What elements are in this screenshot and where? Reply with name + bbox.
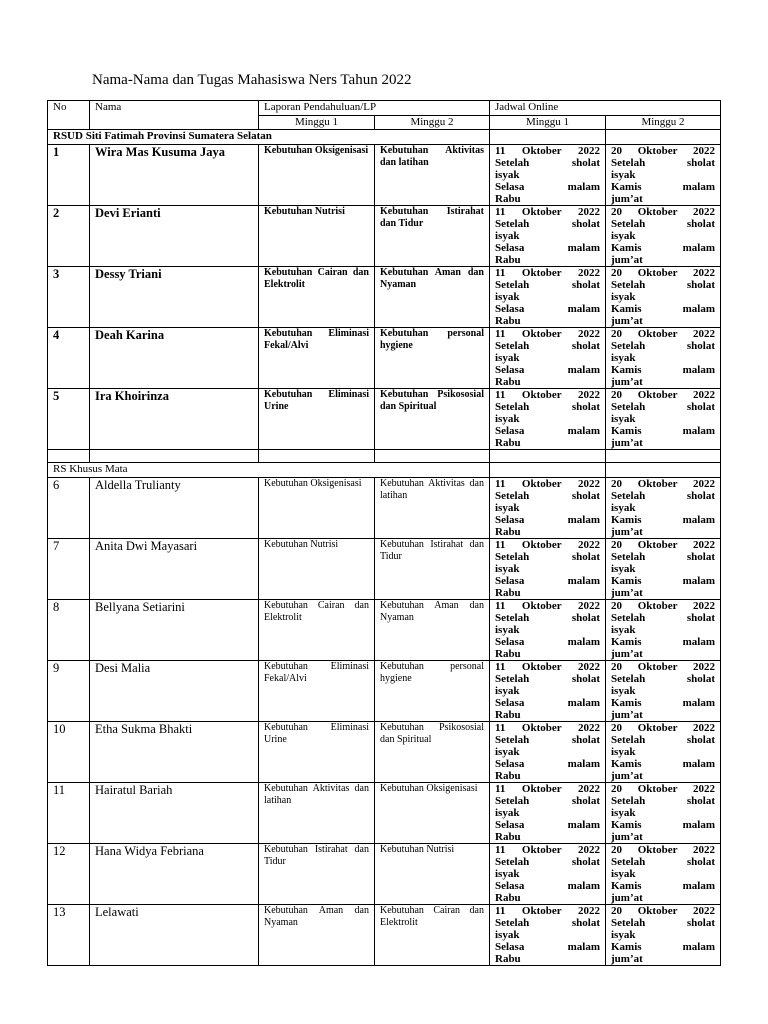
- schedule-line: Setelah sholat: [611, 856, 716, 868]
- schedule-line: 20 Oktober 2022: [611, 478, 716, 490]
- schedule-line: Setelah sholat: [495, 734, 600, 746]
- schedule-line: Selasa malam: [495, 425, 600, 437]
- blank-cell: [490, 450, 606, 463]
- section-row: [48, 463, 721, 478]
- table-row: [48, 267, 721, 328]
- schedule-line: Kamis malam: [611, 364, 716, 376]
- schedule-line: 11 Oktober 2022: [495, 661, 600, 673]
- schedule-line: Setelah sholat: [611, 612, 716, 624]
- table-row: [48, 844, 721, 905]
- row-number: 8: [48, 600, 90, 661]
- schedule-line: Setelah sholat: [611, 795, 716, 807]
- schedule-line: isyak: [495, 169, 520, 181]
- lp-text: Kebutuhan Nutrisi: [264, 206, 345, 217]
- lp-minggu2: [375, 267, 490, 328]
- schedule-line: jum’at: [611, 526, 643, 538]
- blank-cell: [90, 450, 259, 463]
- header-jadwal-minggu2: Minggu 2: [606, 116, 721, 130]
- schedule-line: 20 Oktober 2022: [611, 328, 716, 340]
- schedule-line: 11 Oktober 2022: [495, 478, 600, 490]
- schedule-line: 11 Oktober 2022: [495, 539, 600, 551]
- schedule-line: Setelah sholat: [611, 734, 716, 746]
- schedule-line: Setelah sholat: [611, 673, 716, 685]
- blank-row: [48, 450, 721, 463]
- jadwal-minggu2: [606, 783, 721, 844]
- lp-minggu1: [259, 478, 375, 539]
- schedule-line: Rabu: [495, 709, 521, 721]
- table-body: [48, 101, 721, 966]
- lp-text: Kebutuhan Eliminasi Fekal/Alvi: [264, 661, 369, 684]
- schedule-line: isyak: [495, 502, 520, 514]
- jadwal-minggu2: [606, 206, 721, 267]
- schedule-line: Setelah sholat: [495, 551, 600, 563]
- table-row: [48, 328, 721, 389]
- section-blank-cell: [606, 463, 721, 478]
- row-number: 1: [48, 145, 90, 206]
- lp-text: Kebutuhan personal hygiene: [380, 661, 484, 684]
- student-name: Aldella Trulianty: [90, 478, 259, 539]
- schedule-line: Setelah sholat: [495, 218, 600, 230]
- lp-minggu1: [259, 844, 375, 905]
- lp-minggu2: [375, 661, 490, 722]
- jadwal-minggu2: [606, 600, 721, 661]
- schedule-line: Kamis malam: [611, 697, 716, 709]
- jadwal-minggu1: [490, 389, 606, 450]
- schedule-line: isyak: [611, 291, 636, 303]
- schedule-line: isyak: [611, 624, 636, 636]
- schedule-line: 20 Oktober 2022: [611, 267, 716, 279]
- lp-text: Kebutuhan Eliminasi Urine: [264, 722, 369, 745]
- lp-minggu2: [375, 328, 490, 389]
- header-nama: Nama: [90, 101, 259, 130]
- schedule-line: 11 Oktober 2022: [495, 844, 600, 856]
- schedule-line: jum’at: [611, 437, 643, 449]
- schedule-line: Selasa malam: [495, 181, 600, 193]
- schedule-line: Setelah sholat: [495, 279, 600, 291]
- schedule-line: Selasa malam: [495, 575, 600, 587]
- header-laporan: Laporan Pendahuluan/LP: [259, 101, 490, 116]
- schedule-line: 11 Oktober 2022: [495, 389, 600, 401]
- schedule-line: Rabu: [495, 953, 521, 965]
- lp-text: Kebutuhan Aktivitas dan latihan: [380, 478, 484, 501]
- jadwal-minggu1: [490, 328, 606, 389]
- lp-text: Kebutuhan Cairan dan Elektrolit: [264, 600, 369, 623]
- schedule-line: isyak: [495, 929, 520, 941]
- schedule-line: jum’at: [611, 376, 643, 388]
- lp-minggu2: [375, 539, 490, 600]
- schedule-line: Selasa malam: [495, 303, 600, 315]
- schedule-line: Rabu: [495, 437, 521, 449]
- lp-text: Kebutuhan Eliminasi Fekal/Alvi: [264, 328, 369, 351]
- schedule-line: Setelah sholat: [495, 673, 600, 685]
- schedule-line: Kamis malam: [611, 514, 716, 526]
- table-row: [48, 206, 721, 267]
- schedule-line: 11 Oktober 2022: [495, 905, 600, 917]
- jadwal-minggu2: [606, 267, 721, 328]
- header-jadwal: Jadwal Online: [490, 101, 721, 116]
- schedule-line: jum’at: [611, 254, 643, 266]
- lp-minggu1: [259, 905, 375, 966]
- lp-minggu2: [375, 844, 490, 905]
- lp-text: Kebutuhan Eliminasi Urine: [264, 389, 369, 412]
- section-row: [48, 130, 721, 145]
- schedule-line: Selasa malam: [495, 364, 600, 376]
- lp-text: Kebutuhan Oksigenisasi: [380, 783, 478, 794]
- lp-minggu2: [375, 905, 490, 966]
- jadwal-minggu2: [606, 661, 721, 722]
- schedule-line: Kamis malam: [611, 880, 716, 892]
- blank-cell: [375, 450, 490, 463]
- schedule-line: 20 Oktober 2022: [611, 905, 716, 917]
- schedule-line: isyak: [495, 685, 520, 697]
- student-name: Wira Mas Kusuma Jaya: [90, 145, 259, 206]
- schedule-line: Kamis malam: [611, 941, 716, 953]
- student-name: Desi Malia: [90, 661, 259, 722]
- schedule-line: Kamis malam: [611, 303, 716, 315]
- schedule-line: Setelah sholat: [495, 401, 600, 413]
- lp-text: Kebutuhan personal hygiene: [380, 328, 484, 351]
- jadwal-minggu1: [490, 539, 606, 600]
- header-row: [48, 101, 721, 116]
- lp-text: Kebutuhan Cairan dan Elektrolit: [264, 267, 369, 290]
- blank-cell: [606, 450, 721, 463]
- schedule-line: Rabu: [495, 892, 521, 904]
- schedule-line: Rabu: [495, 831, 521, 843]
- table-row: [48, 905, 721, 966]
- student-name: Devi Erianti: [90, 206, 259, 267]
- jadwal-minggu2: [606, 844, 721, 905]
- student-name: Dessy Triani: [90, 267, 259, 328]
- schedule-line: 20 Oktober 2022: [611, 206, 716, 218]
- schedule-line: isyak: [611, 413, 636, 425]
- row-number: 4: [48, 328, 90, 389]
- lp-minggu1: [259, 722, 375, 783]
- schedule-line: 11 Oktober 2022: [495, 267, 600, 279]
- jadwal-minggu2: [606, 478, 721, 539]
- section-title: RS Khusus Mata: [48, 463, 490, 478]
- schedule-line: Selasa malam: [495, 758, 600, 770]
- schedule-line: jum’at: [611, 770, 643, 782]
- schedule-line: 11 Oktober 2022: [495, 328, 600, 340]
- schedule-line: Setelah sholat: [495, 612, 600, 624]
- schedule-line: isyak: [495, 352, 520, 364]
- schedule-line: Setelah sholat: [611, 490, 716, 502]
- lp-text: Kebutuhan Psikososial dan Spiritual: [380, 722, 484, 745]
- schedule-line: jum’at: [611, 587, 643, 599]
- lp-minggu2: [375, 722, 490, 783]
- schedule-line: Setelah sholat: [495, 340, 600, 352]
- schedule-line: Rabu: [495, 193, 521, 205]
- lp-text: Kebutuhan Aman dan Nyaman: [264, 905, 369, 928]
- schedule-line: Kamis malam: [611, 819, 716, 831]
- student-name: Deah Karina: [90, 328, 259, 389]
- schedule-line: Selasa malam: [495, 941, 600, 953]
- student-name: Hairatul Bariah: [90, 783, 259, 844]
- lp-minggu1: [259, 539, 375, 600]
- lp-text: Kebutuhan Aman dan Nyaman: [380, 267, 484, 290]
- row-number: 13: [48, 905, 90, 966]
- schedule-line: isyak: [611, 230, 636, 242]
- table-row: [48, 661, 721, 722]
- row-number: 11: [48, 783, 90, 844]
- jadwal-minggu1: [490, 145, 606, 206]
- lp-text: Kebutuhan Istirahat dan Tidur: [380, 206, 484, 229]
- schedule-line: Rabu: [495, 376, 521, 388]
- lp-minggu2: [375, 206, 490, 267]
- schedule-line: isyak: [611, 169, 636, 181]
- lp-text: Kebutuhan Cairan dan Elektrolit: [380, 905, 484, 928]
- section-blank-cell: [490, 130, 606, 145]
- schedule-line: Kamis malam: [611, 425, 716, 437]
- schedule-line: Setelah sholat: [611, 218, 716, 230]
- jadwal-minggu1: [490, 206, 606, 267]
- jadwal-minggu1: [490, 600, 606, 661]
- schedule-line: isyak: [495, 413, 520, 425]
- row-number: 7: [48, 539, 90, 600]
- student-name: Etha Sukma Bhakti: [90, 722, 259, 783]
- lp-minggu1: [259, 145, 375, 206]
- schedule-line: isyak: [611, 502, 636, 514]
- lp-minggu1: [259, 206, 375, 267]
- schedule-line: Setelah sholat: [611, 401, 716, 413]
- schedule-line: 20 Oktober 2022: [611, 145, 716, 157]
- schedule-line: isyak: [495, 230, 520, 242]
- lp-text: Kebutuhan Oksigenisasi: [264, 145, 369, 156]
- schedule-line: 11 Oktober 2022: [495, 722, 600, 734]
- table-row: [48, 389, 721, 450]
- jadwal-minggu2: [606, 905, 721, 966]
- schedule-line: jum’at: [611, 892, 643, 904]
- schedule-line: 20 Oktober 2022: [611, 783, 716, 795]
- section-title: RSUD Siti Fatimah Provinsi Sumatera Selatan: [48, 130, 490, 145]
- table-row: [48, 722, 721, 783]
- jadwal-minggu1: [490, 844, 606, 905]
- student-name: Lelawati: [90, 905, 259, 966]
- jadwal-minggu2: [606, 328, 721, 389]
- schedule-line: 20 Oktober 2022: [611, 844, 716, 856]
- student-table: [47, 100, 721, 966]
- schedule-line: isyak: [611, 868, 636, 880]
- header-lp-minggu2: Minggu 2: [375, 116, 490, 130]
- schedule-line: 20 Oktober 2022: [611, 539, 716, 551]
- schedule-line: Kamis malam: [611, 636, 716, 648]
- schedule-line: 20 Oktober 2022: [611, 661, 716, 673]
- lp-minggu2: [375, 600, 490, 661]
- row-number: 2: [48, 206, 90, 267]
- row-number: 5: [48, 389, 90, 450]
- blank-cell: [48, 450, 90, 463]
- schedule-line: Kamis malam: [611, 242, 716, 254]
- schedule-line: jum’at: [611, 315, 643, 327]
- schedule-line: isyak: [611, 929, 636, 941]
- schedule-line: 11 Oktober 2022: [495, 783, 600, 795]
- jadwal-minggu2: [606, 539, 721, 600]
- schedule-line: Kamis malam: [611, 758, 716, 770]
- table-row: [48, 539, 721, 600]
- row-number: 9: [48, 661, 90, 722]
- schedule-line: Selasa malam: [495, 636, 600, 648]
- lp-minggu2: [375, 389, 490, 450]
- schedule-line: Setelah sholat: [611, 917, 716, 929]
- schedule-line: Setelah sholat: [495, 856, 600, 868]
- jadwal-minggu1: [490, 478, 606, 539]
- student-name: Bellyana Setiarini: [90, 600, 259, 661]
- schedule-line: isyak: [495, 624, 520, 636]
- lp-minggu1: [259, 661, 375, 722]
- schedule-line: isyak: [495, 807, 520, 819]
- lp-text: Kebutuhan Aman dan Nyaman: [380, 600, 484, 623]
- lp-text: Kebutuhan Nutrisi: [264, 539, 339, 550]
- jadwal-minggu2: [606, 145, 721, 206]
- schedule-line: Selasa malam: [495, 819, 600, 831]
- schedule-line: 11 Oktober 2022: [495, 145, 600, 157]
- table-row: [48, 783, 721, 844]
- student-name: Anita Dwi Mayasari: [90, 539, 259, 600]
- schedule-line: 20 Oktober 2022: [611, 389, 716, 401]
- header-jadwal-minggu1: Minggu 1: [490, 116, 606, 130]
- row-number: 3: [48, 267, 90, 328]
- header-no: No: [48, 101, 90, 130]
- lp-text: Kebutuhan Aktivitas dan latihan: [380, 145, 484, 168]
- row-number: 10: [48, 722, 90, 783]
- schedule-line: Setelah sholat: [611, 157, 716, 169]
- lp-minggu2: [375, 783, 490, 844]
- jadwal-minggu2: [606, 722, 721, 783]
- table-row: [48, 478, 721, 539]
- schedule-line: isyak: [611, 685, 636, 697]
- schedule-line: 20 Oktober 2022: [611, 722, 716, 734]
- schedule-line: isyak: [611, 563, 636, 575]
- schedule-line: isyak: [611, 807, 636, 819]
- schedule-line: jum’at: [611, 193, 643, 205]
- schedule-line: isyak: [495, 291, 520, 303]
- lp-minggu1: [259, 600, 375, 661]
- schedule-line: Setelah sholat: [495, 917, 600, 929]
- lp-minggu2: [375, 478, 490, 539]
- page-title: Nama-Nama dan Tugas Mahasiswa Ners Tahun 2022: [92, 72, 412, 88]
- lp-text: Kebutuhan Nutrisi: [380, 844, 455, 855]
- schedule-line: isyak: [495, 746, 520, 758]
- blank-cell: [259, 450, 375, 463]
- section-blank-cell: [490, 463, 606, 478]
- schedule-line: Rabu: [495, 587, 521, 599]
- schedule-line: Setelah sholat: [611, 340, 716, 352]
- schedule-line: Setelah sholat: [495, 490, 600, 502]
- row-number: 6: [48, 478, 90, 539]
- schedule-line: jum’at: [611, 831, 643, 843]
- schedule-line: isyak: [611, 352, 636, 364]
- schedule-line: 11 Oktober 2022: [495, 600, 600, 612]
- schedule-line: Rabu: [495, 648, 521, 660]
- lp-text: Kebutuhan Istirahat dan Tidur: [264, 844, 369, 867]
- lp-minggu2: [375, 145, 490, 206]
- schedule-line: jum’at: [611, 648, 643, 660]
- table-row: [48, 145, 721, 206]
- student-name: Ira Khoirinza: [90, 389, 259, 450]
- lp-text: Kebutuhan Psikososial dan Spiritual: [380, 389, 484, 412]
- jadwal-minggu1: [490, 267, 606, 328]
- schedule-line: Selasa malam: [495, 514, 600, 526]
- lp-text: Kebutuhan Oksigenisasi: [264, 478, 362, 489]
- schedule-line: Selasa malam: [495, 880, 600, 892]
- jadwal-minggu1: [490, 722, 606, 783]
- lp-text: Kebutuhan Aktivitas dan latihan: [264, 783, 369, 806]
- schedule-line: Rabu: [495, 526, 521, 538]
- schedule-line: 11 Oktober 2022: [495, 206, 600, 218]
- lp-minggu1: [259, 389, 375, 450]
- schedule-line: Rabu: [495, 315, 521, 327]
- schedule-line: Kamis malam: [611, 575, 716, 587]
- schedule-line: Rabu: [495, 254, 521, 266]
- schedule-line: Setelah sholat: [611, 551, 716, 563]
- schedule-line: jum’at: [611, 709, 643, 721]
- schedule-line: Setelah sholat: [495, 795, 600, 807]
- jadwal-minggu1: [490, 661, 606, 722]
- schedule-line: Rabu: [495, 770, 521, 782]
- jadwal-minggu2: [606, 389, 721, 450]
- schedule-line: Kamis malam: [611, 181, 716, 193]
- jadwal-minggu1: [490, 783, 606, 844]
- schedule-line: isyak: [495, 563, 520, 575]
- row-number: 12: [48, 844, 90, 905]
- schedule-line: jum’at: [611, 953, 643, 965]
- schedule-line: Selasa malam: [495, 242, 600, 254]
- jadwal-minggu1: [490, 905, 606, 966]
- schedule-line: Selasa malam: [495, 697, 600, 709]
- schedule-line: isyak: [495, 868, 520, 880]
- table-row: [48, 600, 721, 661]
- schedule-line: Setelah sholat: [495, 157, 600, 169]
- schedule-line: 20 Oktober 2022: [611, 600, 716, 612]
- header-lp-minggu1: Minggu 1: [259, 116, 375, 130]
- lp-text: Kebutuhan Istirahat dan Tidur: [380, 539, 484, 562]
- student-name: Hana Widya Febriana: [90, 844, 259, 905]
- lp-minggu1: [259, 783, 375, 844]
- section-blank-cell: [606, 130, 721, 145]
- lp-minggu1: [259, 328, 375, 389]
- schedule-line: Setelah sholat: [611, 279, 716, 291]
- lp-minggu1: [259, 267, 375, 328]
- schedule-line: isyak: [611, 746, 636, 758]
